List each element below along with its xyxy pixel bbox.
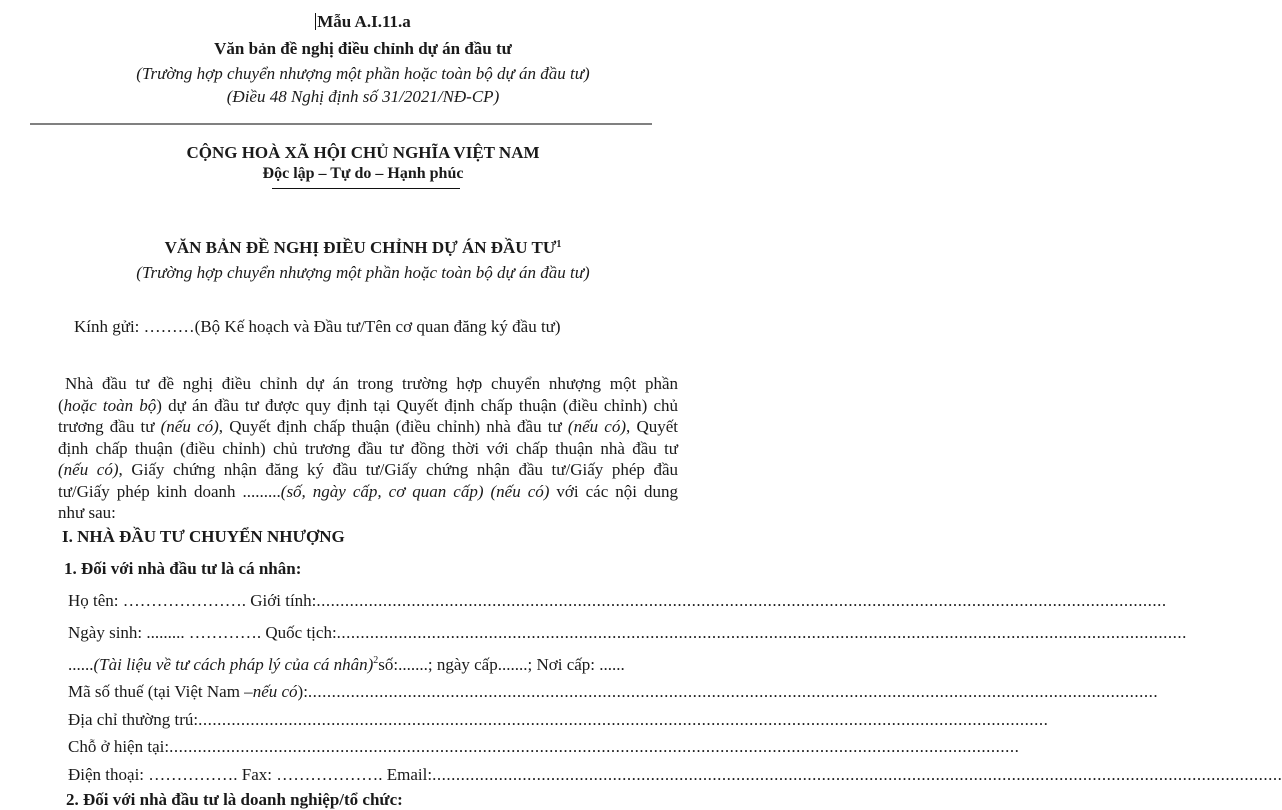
intro-text: Nhà đầu tư đề nghị điều chỉnh dự án trong trường hợp chuyển nhượng một phần — [65, 374, 678, 393]
form-subtitle: (Trường hợp chuyển nhượng một phần hoặc toàn bộ dự án đầu tư) — [136, 64, 590, 83]
field-legal-document[interactable] — [68, 655, 674, 675]
field-label: ...... — [68, 655, 94, 674]
intro-line — [58, 459, 678, 481]
field-name-gender[interactable] — [68, 591, 1167, 611]
intro-text: , Quyết định chấp thuận (điều chỉnh) nhà đầu tư — [218, 417, 568, 436]
form-code-text: Mẫu A.I.11.a — [317, 12, 411, 31]
footnote-ref: 2 — [373, 655, 379, 666]
intro-text: ( — [58, 395, 64, 415]
field-label-italic: (Tài liệu về tư cách pháp lý của cá nhân) — [93, 655, 374, 674]
field-label: Mã số thuế (tại Việt Nam – — [68, 682, 253, 701]
intro-italic: (nếu có) — [490, 481, 550, 501]
field-label: Địa chỉ thường trú: — [68, 710, 199, 729]
field-permanent-address[interactable] — [68, 710, 1049, 730]
intro-line — [58, 373, 678, 395]
intro-line — [58, 502, 678, 524]
footnote-ref: 1 — [556, 239, 562, 250]
field-contact[interactable] — [68, 765, 1282, 785]
field-label-italic: nếu có — [252, 682, 298, 701]
country-name: CỘNG HOÀ XÃ HỘI CHỦ NGHĨA VIỆT NAM — [186, 143, 540, 162]
document-title — [0, 238, 726, 258]
field-dots: ................................................................................................................................................................................... — [198, 710, 1049, 729]
intro-text: trương đầu tư — [58, 417, 161, 436]
motto-underline — [272, 188, 460, 189]
form-code — [0, 12, 726, 32]
field-current-address[interactable] — [68, 737, 1020, 757]
recipient-label: Kính gửi: ……… — [74, 317, 195, 336]
intro-line — [58, 438, 678, 460]
intro-italic: (nếu có) — [58, 460, 119, 479]
recipient-value: (Bộ Kế hoạch và Đầu tư/Tên cơ quan đăng ký đầu tư) — [194, 317, 561, 336]
intro-text: với các nội dung — [549, 481, 678, 501]
field-label: Điện thoại: ……………. Fax: ………………. Email: — [68, 765, 433, 784]
field-label: Ngày sinh: ......... …………. Quốc tịch: — [68, 623, 337, 642]
intro-text: định chấp thuận (điều chỉnh) chủ trương đầu tư đồng thời với chấp thuận nhà đầu tư — [58, 438, 678, 458]
intro-text: như sau: — [58, 503, 116, 522]
document-title-text: VĂN BẢN ĐỀ NGHỊ ĐIỀU CHỈNH DỰ ÁN ĐẦU TƯ — [164, 238, 557, 257]
intro-italic: (nếu có) — [567, 417, 627, 436]
intro-text: , Quyết — [626, 417, 678, 436]
recipient-line — [74, 317, 561, 337]
intro-paragraph — [58, 373, 678, 524]
intro-text: ) dự án đầu tư được quy định tại Quyết định chấp thuận (điều chỉnh) chủ — [156, 395, 678, 415]
document-subtitle: (Trường hợp chuyển nhượng một phần hoặc toàn bộ dự án đầu tư) — [136, 263, 590, 282]
intro-line — [58, 481, 678, 503]
legal-basis: (Điều 48 Nghị định số 31/2021/NĐ-CP) — [226, 87, 500, 106]
field-dob-nationality[interactable] — [68, 623, 1187, 643]
field-dots: ................................................................................................................................................................................... — [336, 623, 1187, 642]
field-label: Chỗ ở hiện tại: — [68, 737, 170, 756]
intro-line — [58, 416, 678, 438]
field-dots: ................................................................................................................................................................................... — [169, 737, 1020, 756]
intro-italic: (số, ngày cấp, cơ quan cấp) — [280, 481, 484, 501]
intro-text: , Giấy chứng nhận đăng ký đầu tư/Giấy chứng nhận đầu tư/Giấy phép đầu — [118, 460, 679, 479]
subsection-heading-2: 2. Đối với nhà đầu tư là doanh nghiệp/tổ chức: — [66, 790, 403, 809]
national-motto: Độc lập – Tự do – Hạnh phúc — [262, 165, 464, 182]
intro-italic: (nếu có) — [160, 417, 219, 436]
intro-line — [58, 395, 678, 417]
subsection-heading: 1. Đối với nhà đầu tư là cá nhân: — [64, 559, 302, 578]
intro-text: tư/Giấy phép kinh doanh ......... — [58, 481, 281, 501]
form-title: Văn bản đề nghị điều chỉnh dự án đầu tư — [214, 39, 512, 58]
field-label: Họ tên: …………………. Giới tính: — [68, 591, 317, 610]
field-label: ): — [297, 682, 308, 701]
intro-italic: hoặc toàn bộ — [63, 395, 157, 415]
field-label: số:.......; ngày cấp.......; Nơi cấp: ...... — [378, 655, 625, 674]
field-dots: ................................................................................................................................................................................... — [316, 591, 1167, 610]
intro-text — [483, 482, 490, 501]
section-heading: I. NHÀ ĐẦU TƯ CHUYỂN NHƯỢNG — [62, 527, 345, 546]
header-divider — [30, 123, 652, 125]
field-dots: ................................................................................................................................................................................... — [432, 765, 1282, 784]
field-tax-code[interactable] — [68, 682, 1159, 702]
field-dots: ................................................................................................................................................................................... — [307, 682, 1159, 701]
